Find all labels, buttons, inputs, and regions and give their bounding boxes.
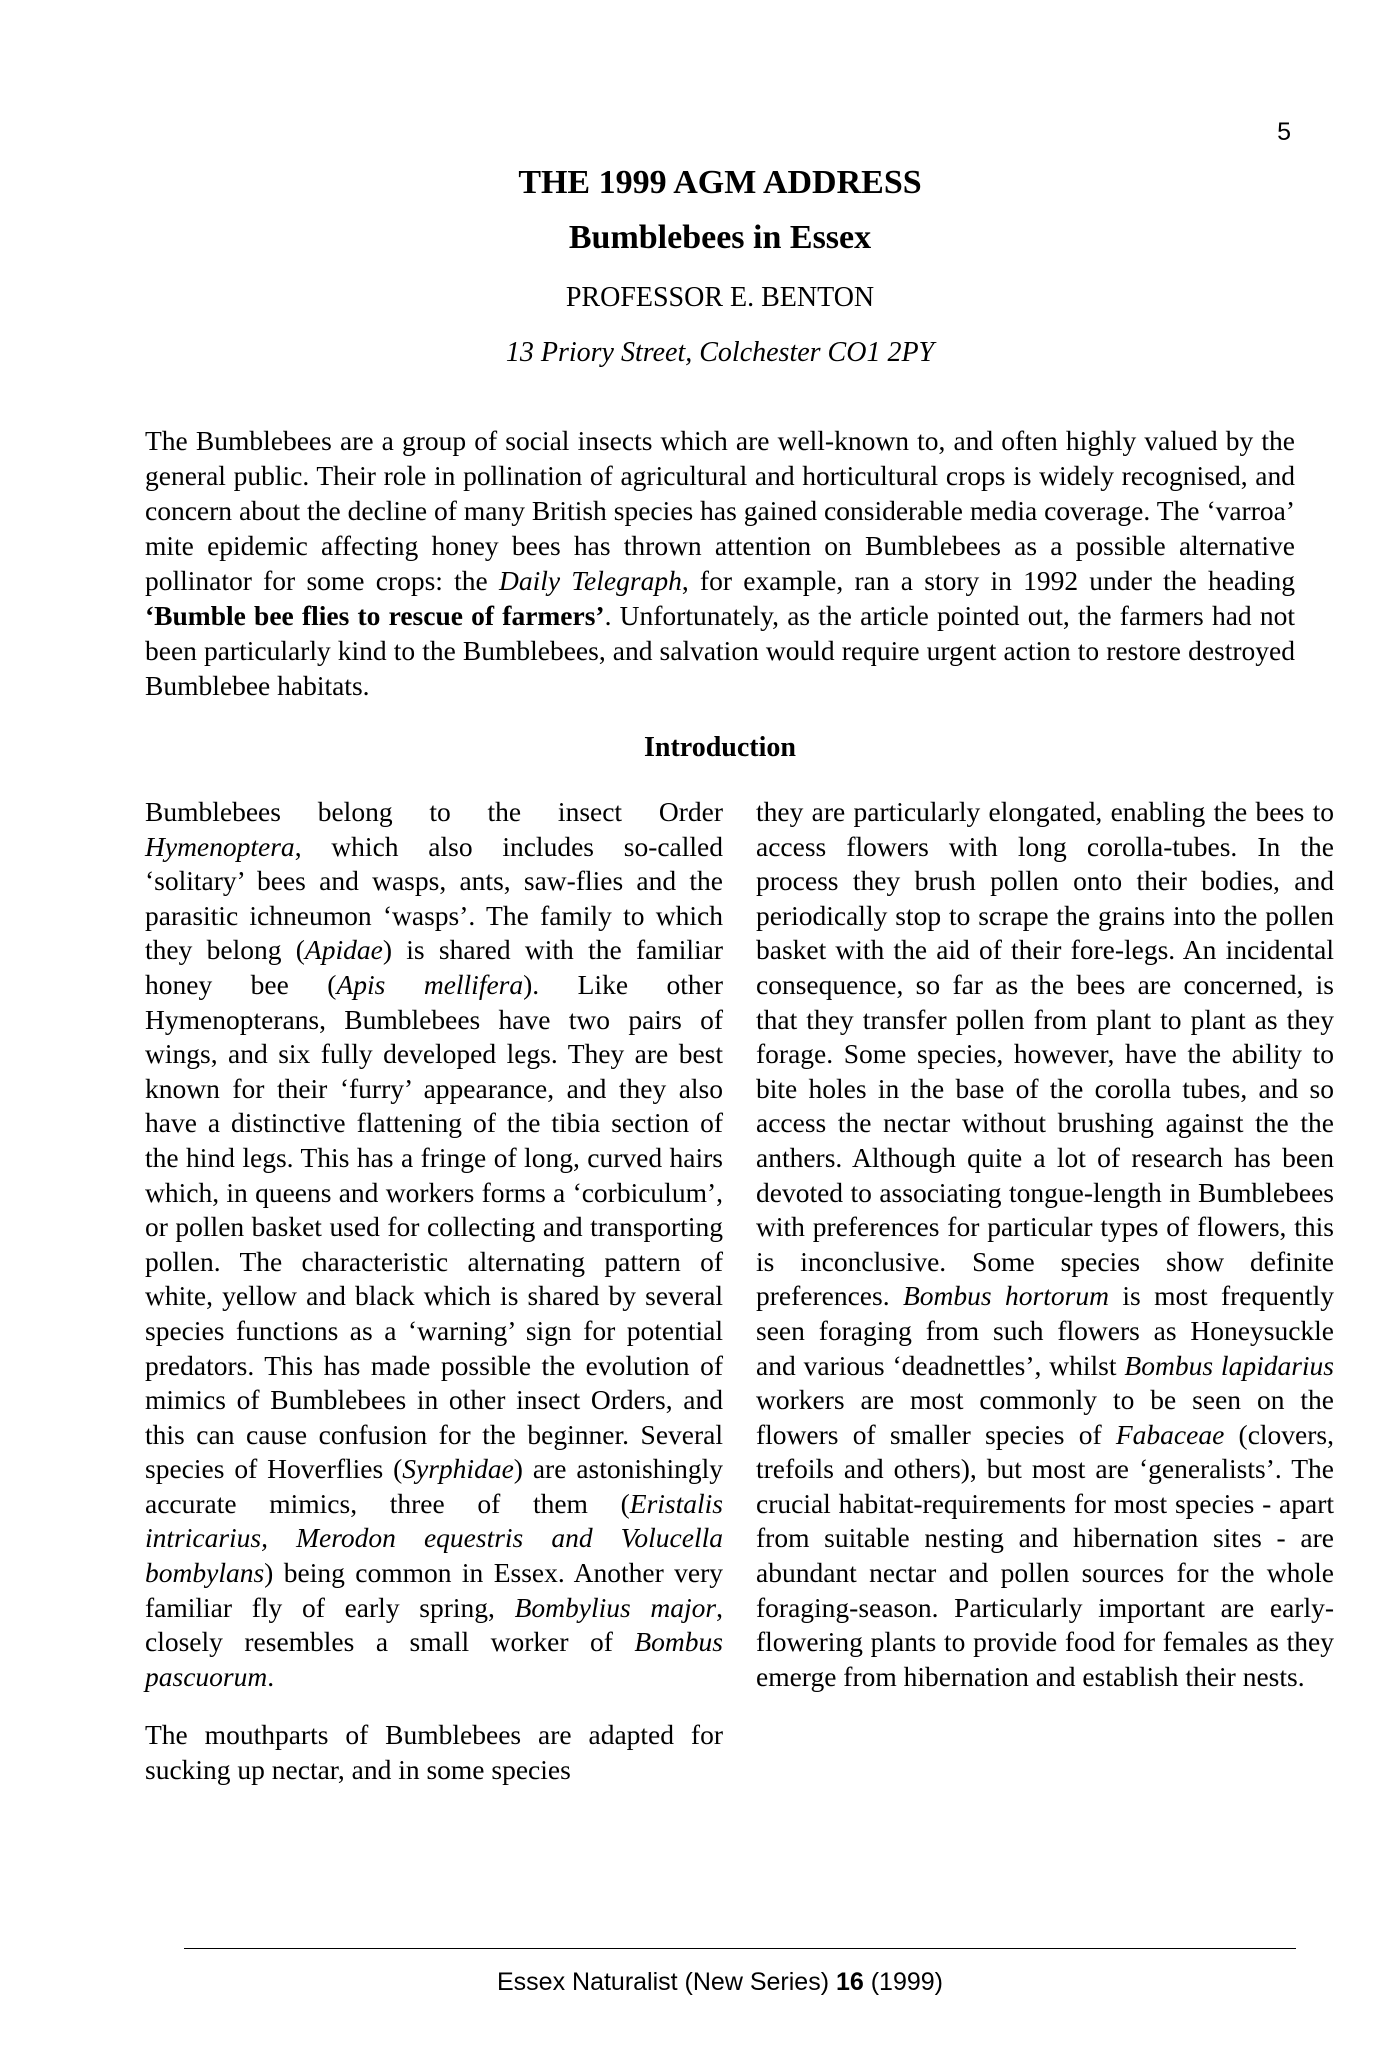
text: workers are most commonly to be seen on the flowers of smaller species of [756,1384,1334,1450]
italic-term: Bombylius major [514,1591,717,1623]
text: ) is shared with the familiar honey bee ( [145,934,723,1000]
text: is most frequently seen foraging from such flowers as Honeysuckle and various ‘deadnettles’, whilst [756,1280,1334,1381]
text: , closely resembles a small worker of [145,1591,723,1658]
italic-term: Syrphidae [402,1453,514,1485]
author-name: PROFESSOR E. BENTON [565,282,875,313]
italic-term: Bombus pascuorum [145,1626,723,1692]
abstract-paragraph [145,423,1295,703]
text: , which also includes so-called ‘solitary’ bees and wasps, ants, saw-flies and the parasitic ichneumon ‘wasps’. The family to which they belong ( [145,830,723,966]
abstract-text-3: . Unfortunately, as the article pointed out, the farmers had not been particularly kind to the Bumblebees, and salvation would require urgent action to restore destroyed Bumblebee habitats. [145,600,1296,701]
text: they are particularly elongated, enabling the bees to access flowers with long corolla-tubes. In the process they brush pollen onto their bodies, and periodically stop to scrape the grains into the pollen basket with the aid of their fore-legs. An incidental consequence, so far as the bees are concerned, is that they transfer pollen from plant to plant as they forage. Some species, however, have the ability to bite holes in the base of the corolla tubes, and so access the nectar without brushing against the the anthers. Although quite a lot of research has been devoted to associating tongue-length in Bumblebees with preferences for particular types of flowers, this is inconclusive. Some species show definite preferences. [756,796,1334,1312]
journal-footer [0,1968,1400,1997]
text: ). Like other Hymenopterans, Bumblebees have two pairs of wings, and six fully developed legs. They are best known for their ‘furry’ appearance, and they also have a distinctive flattening of the tibia section of the hind legs. This has a fringe of long, curved hairs which, in queens and workers forms a ‘corbiculum’, or pollen basket used for collecting and transporting pollen. The characteristic alternating pattern of white, yellow and black which is shared by several species functions as a ‘warning’ sign for potential predators. This has made possible the evolution of mimics of Bumblebees in other insect Orders, and this can cause confusion for the beginner. Several species of Hoverflies ( [145,968,723,1485]
italic-term: Bombus hortorum [903,1280,1109,1312]
newspaper-name: Daily Telegraph [498,565,682,596]
left-column [145,795,723,1788]
italic-term: Hymenoptera [145,830,295,862]
section-heading-introduction: Introduction [644,732,796,763]
text: (clovers, trefoils and others), but most are ‘generalists’. The crucial habitat-requirements for most species - apart from suitable nesting and hibernation sites - are abundant nectar and pollen sources for the whole foraging-season. Particularly important are early-flowering plants to provide food for females as they emerge from hibernation and establish their nests. [756,1418,1334,1692]
text: ) being common in Essex. Another very familiar fly of early spring, [145,1557,723,1623]
text: Bumblebees belong to the insect Order [145,796,723,827]
abstract-text-2: , for example, ran a story in 1992 under the heading [681,565,1296,596]
title-line-1: THE 1999 AGM ADDRESS [518,164,922,201]
text: . [267,1660,275,1692]
italic-term: Apidae [304,934,383,966]
title-line-2: Bumblebees in Essex [568,219,872,256]
article-title [0,155,1400,265]
right-paragraph [756,795,1334,1694]
journal-name: Essex Naturalist (New Series) [496,1968,836,1996]
italic-term: Apis mellifera [336,968,524,1000]
newspaper-headline: ‘Bumble bee flies to rescue of farmers’ [145,600,605,631]
italic-term: Eristalis intricarius, Merodon equestris and Volucella bombylans [145,1487,723,1589]
page-number: 5 [1277,118,1291,146]
journal-year: (1999) [863,1968,943,1996]
right-column [756,795,1334,1694]
author-address: 13 Priory Street, Colchester CO1 2PY [505,337,935,368]
text: ) are astonishingly accurate mimics, three of them ( [145,1453,723,1519]
italic-term: Fabaceae [1115,1418,1225,1450]
journal-volume: 16 [835,1968,864,1996]
footer-rule [184,1948,1296,1949]
italic-term: Bombus lapidarius [1124,1349,1334,1381]
left-paragraph-2: The mouthparts of Bumblebees are adapted for sucking up nectar, and in some species [145,1719,723,1786]
abstract-text-1: The Bumblebees are a group of social insects which are well-known to, and often highly valued by the general public. Their role in pollination of agricultural and horticultural crops is widely recognised, and concern about the decline of many British species has gained considerable media coverage. The ‘varroa’ mite epidemic affecting honey bees has thrown attention on Bumblebees as a possible alternative pollinator for some crops: the [145,425,1295,596]
left-paragraph-1 [145,795,723,1694]
